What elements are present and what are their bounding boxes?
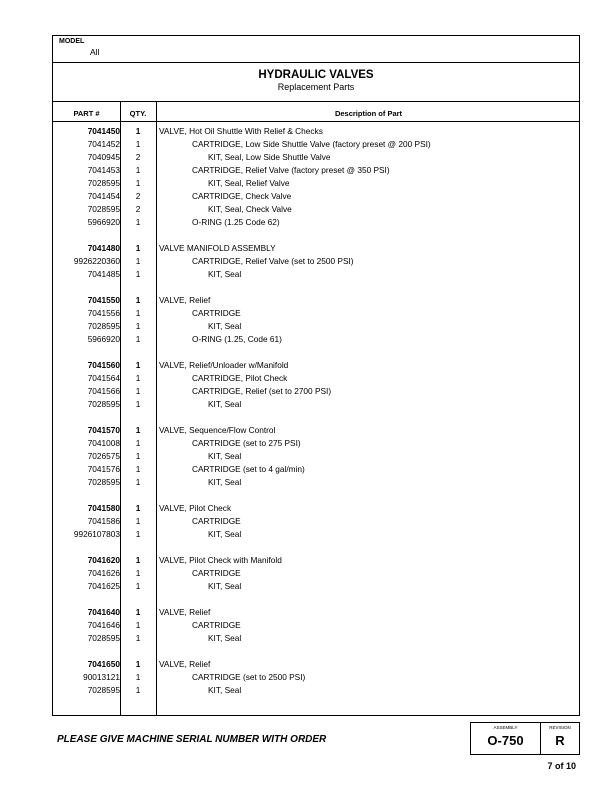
quantity: 2 — [135, 152, 141, 162]
part-description: CARTRIDGE, Low Side Shuttle Valve (factory preset @ 200 PSI) — [192, 139, 431, 149]
model-box — [53, 36, 579, 63]
part-number: 7041485 — [87, 269, 120, 279]
table-row — [53, 255, 579, 268]
table-row — [53, 528, 579, 541]
part-description: VALVE, Sequence/Flow Control — [159, 425, 276, 435]
assembly-value: O-750 — [487, 733, 524, 748]
quantity: 1 — [135, 165, 141, 175]
part-description: KIT, Seal, Check Valve — [208, 204, 292, 214]
assembly-box — [470, 722, 580, 755]
quantity: 1 — [135, 178, 141, 188]
quantity: 1 — [135, 633, 141, 643]
page-title: HYDRAULIC VALVES — [258, 69, 374, 81]
table-row — [53, 658, 579, 671]
table-row — [53, 138, 579, 151]
part-description: CARTRIDGE — [192, 516, 241, 526]
quantity: 1 — [135, 568, 141, 578]
part-description: KIT, Seal — [208, 269, 242, 279]
row-spacer — [53, 229, 579, 242]
part-number: 7041620 — [87, 555, 120, 565]
quantity: 1 — [135, 451, 141, 461]
part-number: 7026575 — [87, 451, 120, 461]
table-row — [53, 632, 579, 645]
part-number: 7028595 — [87, 321, 120, 331]
part-description: CARTRIDGE, Relief (set to 2700 PSI) — [192, 386, 332, 396]
table-row — [53, 307, 579, 320]
part-description: VALVE, Relief — [159, 607, 211, 617]
part-description: CARTRIDGE — [192, 308, 241, 318]
table-row — [53, 372, 579, 385]
part-description: VALVE, Pilot Check with Manifold — [159, 555, 282, 565]
table-row — [53, 450, 579, 463]
header-desc: Description of Part — [334, 109, 403, 118]
revision-value: R — [555, 733, 565, 748]
part-description: VALVE, Relief — [159, 659, 211, 669]
table-row — [53, 320, 579, 333]
table-row — [53, 385, 579, 398]
part-description: KIT, Seal — [208, 685, 242, 695]
part-number: 7041556 — [87, 308, 120, 318]
part-number: 7041550 — [87, 295, 120, 305]
table-row — [53, 671, 579, 684]
row-spacer — [53, 489, 579, 502]
part-description: CARTRIDGE, Relief Valve (set to 2500 PSI) — [192, 256, 354, 266]
table-row — [53, 476, 579, 489]
table-row — [53, 203, 579, 216]
page-subtitle: Replacement Parts — [277, 82, 355, 92]
part-number: 7041453 — [87, 165, 120, 175]
table-row — [53, 359, 579, 372]
part-description: KIT, Seal — [208, 633, 242, 643]
part-number: 7041450 — [87, 126, 120, 136]
model-value: All — [90, 47, 100, 57]
part-description: CARTRIDGE, Check Valve — [192, 191, 292, 201]
table-row — [53, 190, 579, 203]
part-description: KIT, Seal — [208, 321, 242, 331]
quantity: 1 — [135, 217, 141, 227]
header-part: PART # — [73, 109, 100, 118]
part-description: VALVE, Pilot Check — [159, 503, 232, 513]
quantity: 1 — [135, 516, 141, 526]
parts-sheet — [52, 35, 580, 716]
quantity: 1 — [135, 620, 141, 630]
table-row — [53, 684, 579, 697]
quantity: 1 — [135, 295, 141, 305]
part-description: KIT, Seal, Relief Valve — [208, 178, 290, 188]
quantity: 1 — [135, 126, 141, 136]
table-row — [53, 619, 579, 632]
part-number: 7041586 — [87, 516, 120, 526]
table-row — [53, 437, 579, 450]
part-description: CARTRIDGE — [192, 568, 241, 578]
part-description: CARTRIDGE (set to 2500 PSI) — [192, 672, 306, 682]
part-description: KIT, Seal — [208, 581, 242, 591]
part-number: 7041650 — [87, 659, 120, 669]
part-description: CARTRIDGE (set to 4 gal/min) — [192, 464, 305, 474]
part-number: 7041564 — [87, 373, 120, 383]
assembly-label: ASSEMBLY — [493, 725, 518, 730]
part-description: VALVE, Hot Oil Shuttle With Relief & Checks — [159, 126, 323, 136]
row-spacer — [53, 346, 579, 359]
part-number: 7040945 — [87, 152, 120, 162]
table-row — [53, 502, 579, 515]
quantity: 1 — [135, 503, 141, 513]
quantity: 1 — [135, 308, 141, 318]
table-row — [53, 515, 579, 528]
parts-table-body — [53, 125, 579, 697]
table-header — [53, 102, 579, 122]
table-row — [53, 424, 579, 437]
part-description: KIT, Seal — [208, 529, 242, 539]
part-number: 5966920 — [87, 334, 120, 344]
table-row — [53, 398, 579, 411]
row-spacer — [53, 593, 579, 606]
serial-number-note: PLEASE GIVE MACHINE SERIAL NUMBER WITH ORDER — [57, 734, 327, 745]
title-box — [53, 63, 579, 102]
quantity: 1 — [135, 360, 141, 370]
part-number: 7028595 — [87, 178, 120, 188]
part-description: KIT, Seal — [208, 451, 242, 461]
part-number: 7041480 — [87, 243, 120, 253]
part-number: 7041566 — [87, 386, 120, 396]
header-qty: QTY. — [129, 109, 147, 118]
quantity: 1 — [135, 386, 141, 396]
quantity: 2 — [135, 204, 141, 214]
part-description: O-RING (1.25, Code 61) — [192, 334, 282, 344]
revision-label: REVISION — [549, 725, 571, 730]
page-number: 7 of 10 — [547, 761, 576, 771]
quantity: 1 — [135, 581, 141, 591]
part-number: 7041452 — [87, 139, 120, 149]
table-row — [53, 463, 579, 476]
quantity: 1 — [135, 607, 141, 617]
part-description: KIT, Seal, Low Side Shuttle Valve — [208, 152, 331, 162]
part-number: 7041580 — [87, 503, 120, 513]
table-row — [53, 125, 579, 138]
part-number: 9926220360 — [73, 256, 120, 266]
part-description: VALVE MANIFOLD ASSEMBLY — [159, 243, 276, 253]
quantity: 1 — [135, 321, 141, 331]
quantity: 1 — [135, 659, 141, 669]
part-number: 7041626 — [87, 568, 120, 578]
quantity: 1 — [135, 399, 141, 409]
table-row — [53, 567, 579, 580]
quantity: 1 — [135, 243, 141, 253]
row-spacer — [53, 411, 579, 424]
quantity: 1 — [135, 373, 141, 383]
table-row — [53, 177, 579, 190]
part-description: KIT, Seal — [208, 399, 242, 409]
part-number: 7028595 — [87, 399, 120, 409]
quantity: 1 — [135, 438, 141, 448]
part-description: VALVE, Relief — [159, 295, 211, 305]
part-number: 5966920 — [87, 217, 120, 227]
quantity: 1 — [135, 555, 141, 565]
quantity: 1 — [135, 425, 141, 435]
quantity: 1 — [135, 529, 141, 539]
quantity: 1 — [135, 477, 141, 487]
part-number: 90013121 — [83, 672, 120, 682]
row-spacer — [53, 541, 579, 554]
table-row — [53, 268, 579, 281]
quantity: 1 — [135, 269, 141, 279]
quantity: 1 — [135, 256, 141, 266]
part-number: 7041008 — [87, 438, 120, 448]
part-number: 7028595 — [87, 204, 120, 214]
part-description: CARTRIDGE (set to 275 PSI) — [192, 438, 301, 448]
part-number: 7028595 — [87, 633, 120, 643]
part-number: 7028595 — [87, 477, 120, 487]
table-row — [53, 242, 579, 255]
part-description: CARTRIDGE, Relief Valve (factory preset @ 350 PSI) — [192, 165, 390, 175]
model-label: MODEL — [59, 38, 85, 45]
table-row — [53, 333, 579, 346]
part-number: 7041625 — [87, 581, 120, 591]
table-row — [53, 216, 579, 229]
table-row — [53, 554, 579, 567]
part-description: O-RING (1.25 Code 62) — [192, 217, 280, 227]
part-number: 7041646 — [87, 620, 120, 630]
quantity: 1 — [135, 139, 141, 149]
quantity: 1 — [135, 464, 141, 474]
quantity: 1 — [135, 672, 141, 682]
part-description: KIT, Seal — [208, 477, 242, 487]
row-spacer — [53, 281, 579, 294]
table-row — [53, 294, 579, 307]
part-description: VALVE, Relief/Unloader w/Manifold — [159, 360, 289, 370]
row-spacer — [53, 645, 579, 658]
part-number: 7028595 — [87, 685, 120, 695]
table-row — [53, 164, 579, 177]
part-number: 7041640 — [87, 607, 120, 617]
table-row — [53, 606, 579, 619]
part-number: 7041560 — [87, 360, 120, 370]
part-number: 7041576 — [87, 464, 120, 474]
part-number: 9926107803 — [73, 529, 120, 539]
part-description: CARTRIDGE, Pilot Check — [192, 373, 288, 383]
table-row — [53, 151, 579, 164]
quantity: 1 — [135, 685, 141, 695]
part-number: 7041454 — [87, 191, 120, 201]
part-description: CARTRIDGE — [192, 620, 241, 630]
quantity: 1 — [135, 334, 141, 344]
part-number: 7041570 — [87, 425, 120, 435]
table-row — [53, 580, 579, 593]
quantity: 2 — [135, 191, 141, 201]
